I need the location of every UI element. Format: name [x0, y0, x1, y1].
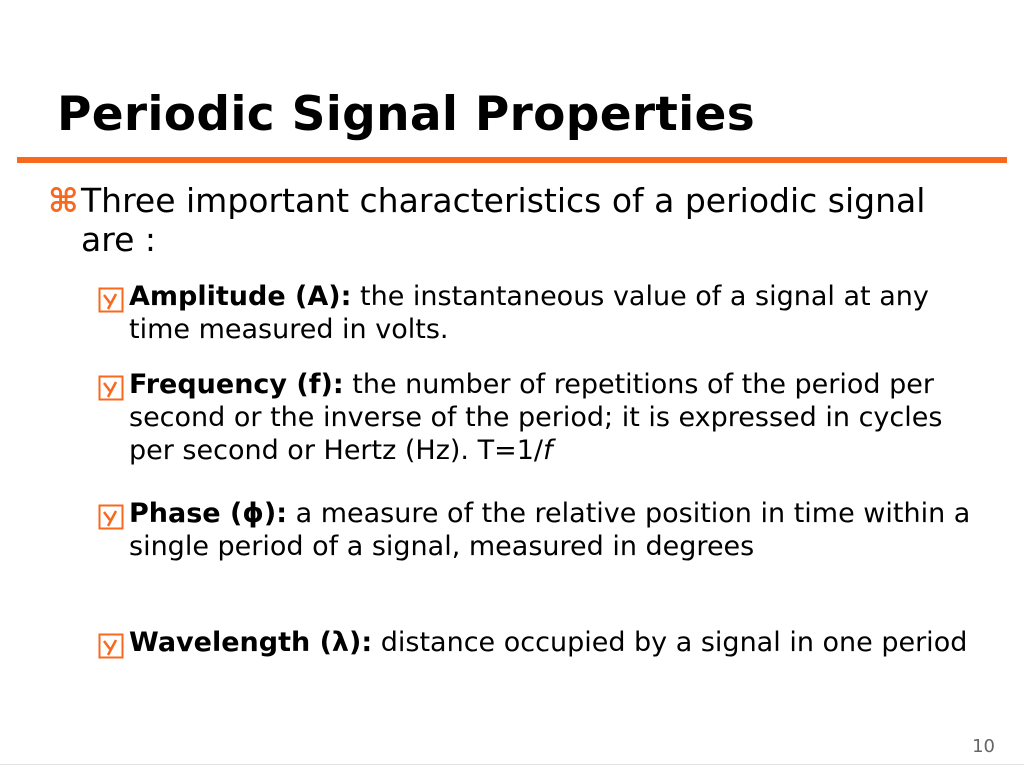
bottom-divider	[0, 764, 1024, 765]
main-bullet	[48, 181, 948, 259]
definition-wavelength: distance occupied by a signal in one period	[372, 627, 968, 658]
sub-bullet-frequency	[98, 368, 988, 467]
term-phase: Phase (ϕ):	[129, 498, 287, 529]
checkbox-icon	[98, 287, 124, 313]
main-bullet-text: Three important characteristics of a periodic signal are :	[81, 181, 926, 259]
definition-frequency: the number of repetitions of the period per second or the inverse of the period; it is expressed in cycles per second or Hertz (Hz). T=1/	[129, 369, 943, 466]
checkbox-icon	[98, 633, 124, 659]
sub-bullet-phase	[98, 497, 988, 563]
command-icon: ⌘	[48, 181, 79, 220]
definition-amplitude: the instantaneous value of a signal at any time measured in volts.	[129, 281, 929, 345]
definition-phase: a measure of the relative position in time within a single period of a signal, measured in degrees	[129, 498, 971, 562]
slide-number: 10	[972, 736, 995, 757]
checkbox-icon	[98, 504, 124, 530]
slide-title: Periodic Signal Properties	[57, 87, 755, 142]
sub-bullet-wavelength	[98, 626, 988, 659]
term-wavelength: Wavelength (λ):	[129, 627, 373, 658]
frequency-symbol: f	[542, 435, 553, 466]
checkbox-icon	[98, 375, 124, 401]
term-amplitude: Amplitude (A):	[129, 281, 352, 312]
sub-bullet-amplitude	[98, 280, 988, 346]
title-divider	[17, 157, 1007, 163]
term-frequency: Frequency (f):	[129, 369, 344, 400]
